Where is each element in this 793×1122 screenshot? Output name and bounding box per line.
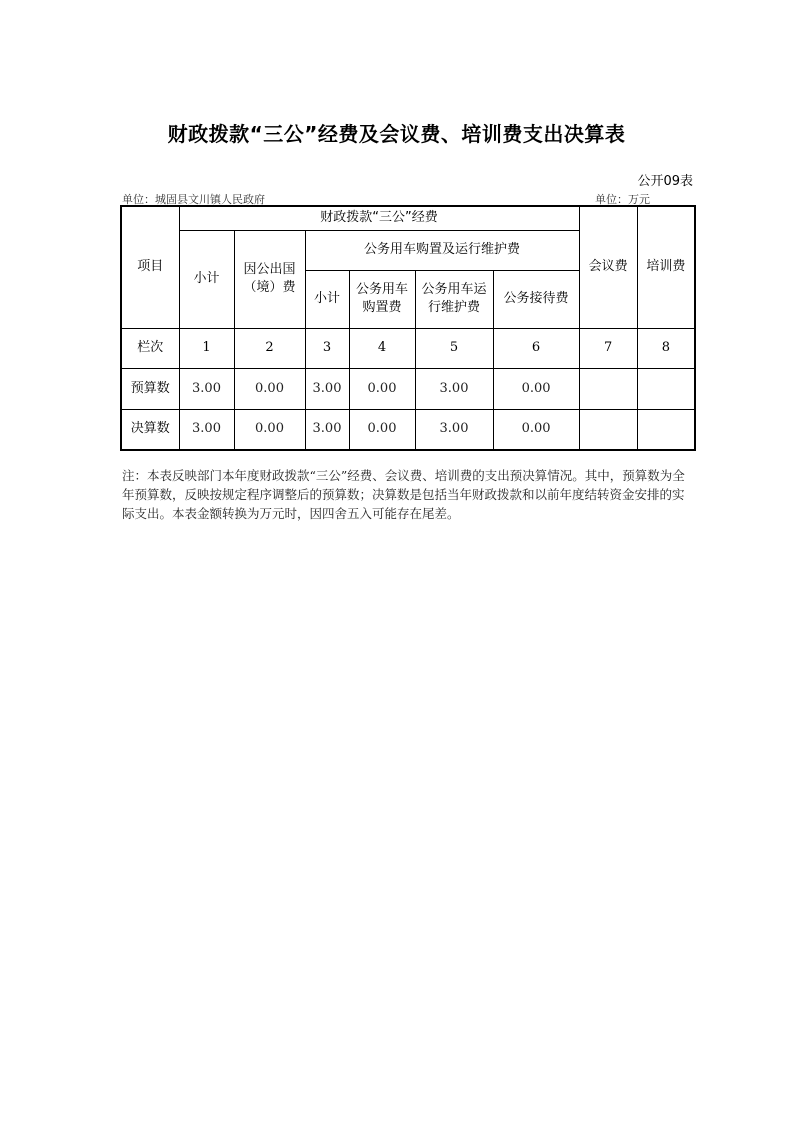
table-row — [121, 328, 695, 368]
table-cell: 3.00 — [179, 368, 234, 409]
header-training-fee: 培训费 — [637, 206, 695, 328]
form-number: 公开09表 — [637, 174, 693, 189]
table-row — [121, 368, 695, 409]
page-title: 财政拨款“三公”经费及会议费、培训费支出决算表 — [167, 122, 626, 146]
header-abroad-fee-text: 因公出国（境）费 — [243, 262, 296, 295]
table-cell — [637, 368, 695, 409]
table-cell — [579, 409, 637, 450]
header-vehicle-operation-text: 公务用车运行维护费 — [421, 282, 487, 315]
header-abroad-fee — [234, 230, 305, 328]
table-cell: 0.00 — [234, 368, 305, 409]
column-index: 4 — [349, 328, 415, 368]
column-index: 3 — [305, 328, 349, 368]
header-three-public-funds: 财政拨款“三公”经费 — [179, 206, 579, 230]
table-cell: 3.00 — [415, 368, 493, 409]
column-index: 7 — [579, 328, 637, 368]
table-cell: 0.00 — [493, 409, 579, 450]
column-index: 6 — [493, 328, 579, 368]
column-index: 5 — [415, 328, 493, 368]
table-cell: 3.00 — [179, 409, 234, 450]
table-cell: 0.00 — [234, 409, 305, 450]
table-cell: 0.00 — [493, 368, 579, 409]
footnote: 注：本表反映部门本年度财政拨款“三公”经费、会议费、培训费的支出预决算情况。其中，预算数为全年预算数，反映按规定程序调整后的预算数；决算数是包括当年财政拨款和以前年度结转资金安排的实际支出。本表金额转换为万元时，因四舍五入可能存在尾差。 — [122, 468, 685, 521]
header-vehicle-purchase — [349, 270, 415, 328]
table-cell: 3.00 — [305, 368, 349, 409]
row-label: 预算数 — [121, 368, 179, 409]
table-cell — [579, 368, 637, 409]
column-index: 1 — [179, 328, 234, 368]
header-vehicle-operation — [415, 270, 493, 328]
row-label: 决算数 — [121, 409, 179, 450]
header-vehicle-group: 公务用车购置及运行维护费 — [305, 230, 579, 270]
expenditure-table — [120, 205, 696, 451]
table-cell: 3.00 — [415, 409, 493, 450]
table-row — [121, 409, 695, 450]
table-cell: 0.00 — [349, 368, 415, 409]
header-item: 项目 — [121, 206, 179, 328]
column-index: 2 — [234, 328, 305, 368]
row-label: 栏次 — [121, 328, 179, 368]
table-cell — [637, 409, 695, 450]
table-cell: 3.00 — [305, 409, 349, 450]
reporting-unit: 单位：城固县文川镇人民政府 — [122, 193, 265, 206]
column-index: 8 — [637, 328, 695, 368]
header-vehicle-subtotal: 小计 — [305, 270, 349, 328]
header-vehicle-purchase-text: 公务用车购置费 — [355, 282, 408, 315]
currency-unit: 单位：万元 — [595, 193, 650, 206]
header-meeting-fee: 会议费 — [579, 206, 637, 328]
header-subtotal: 小计 — [179, 230, 234, 328]
table-cell: 0.00 — [349, 409, 415, 450]
header-reception-fee: 公务接待费 — [493, 270, 579, 328]
